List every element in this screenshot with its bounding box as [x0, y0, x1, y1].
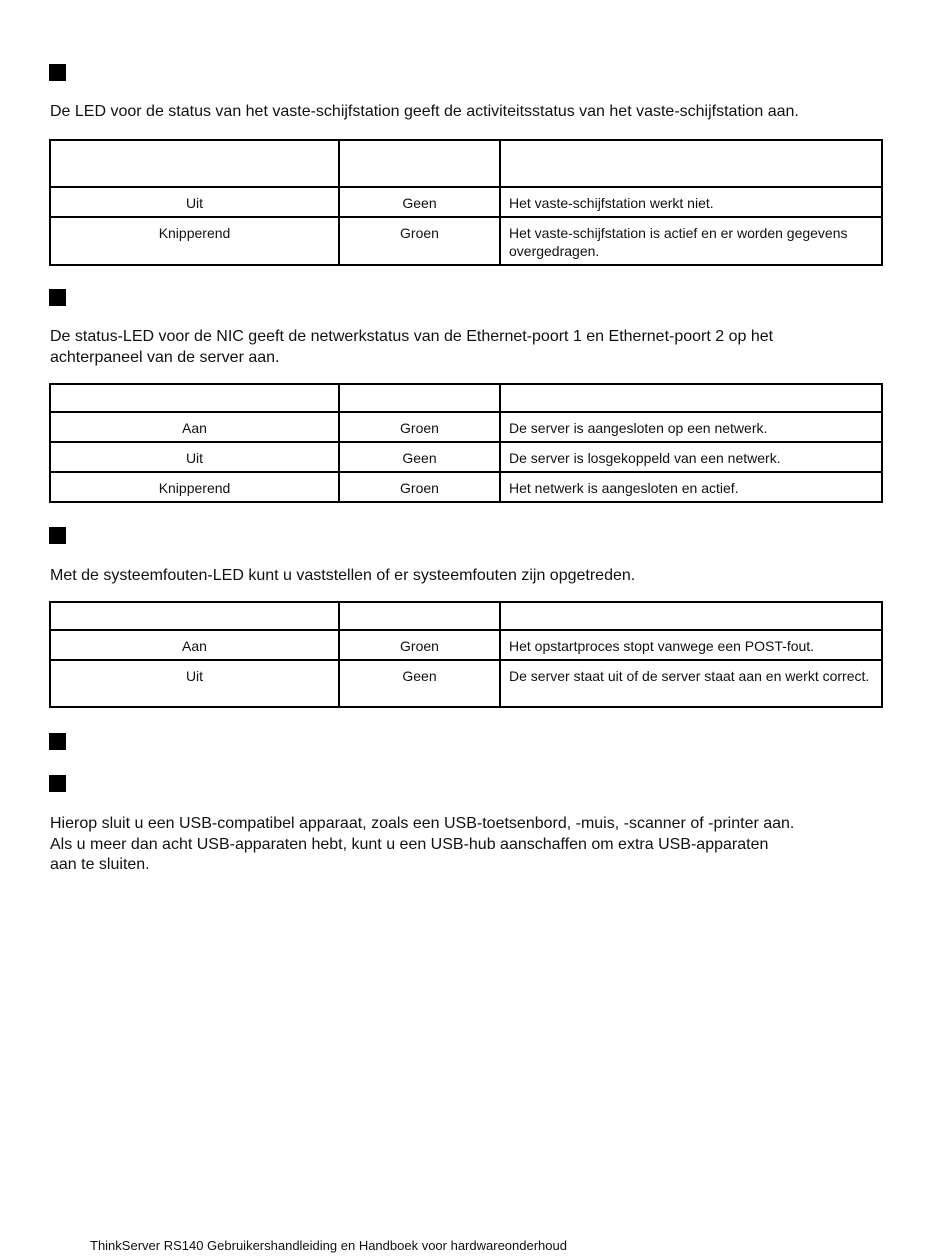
- description-cell: De server is aangesloten op een netwerk.: [500, 412, 882, 442]
- description-cell: De server staat uit of de server staat aan en werkt correct.: [500, 660, 882, 707]
- color-cell: Groen: [339, 472, 500, 502]
- table-row: [50, 217, 882, 265]
- paragraph-line: aan te sluiten.: [50, 856, 150, 873]
- description-cell: Het opstartproces stopt vanwege een POST-fout.: [500, 630, 882, 660]
- status-cell: Aan: [50, 412, 339, 442]
- section-marker: [49, 64, 66, 81]
- paragraph-line: Hierop sluit u een USB-compatibel apparaat, zoals een USB-toetsenbord, -muis, -scanner of -printer aan.: [50, 815, 795, 832]
- paragraph-line: Als u meer dan acht USB-apparaten hebt, kunt u een USB-hub aanschaffen om extra USB-apparaten: [50, 835, 769, 853]
- table-header-row: [50, 384, 882, 412]
- description-cell: Het netwerk is aangesloten en actief.: [500, 472, 882, 502]
- color-cell: Geen: [339, 442, 500, 472]
- status-cell: Uit: [50, 660, 339, 707]
- nic-led-paragraph: [50, 327, 890, 368]
- system-error-led-table: [49, 601, 883, 708]
- usb-connector-paragraph: [50, 814, 890, 876]
- table-header-row: [50, 140, 882, 187]
- table-header-row: [50, 602, 882, 630]
- hdd-led-paragraph: De LED voor de status van het vaste-schijfstation geeft de activiteitsstatus van het vaste-schijfstation aan.: [50, 103, 799, 120]
- description-cell: De server is losgekoppeld van een netwerk.: [500, 442, 882, 472]
- hdd-led-table: [49, 139, 883, 266]
- table-row: [50, 630, 882, 660]
- paragraph-line: achterpaneel van de server aan.: [50, 348, 280, 366]
- status-cell: Knipperend: [50, 217, 339, 265]
- table-row: [50, 472, 882, 502]
- table-row: [50, 442, 882, 472]
- section-marker: [49, 775, 66, 792]
- status-cell: Aan: [50, 630, 339, 660]
- table-row: [50, 412, 882, 442]
- color-cell: Geen: [339, 187, 500, 217]
- description-cell: Het vaste-schijfstation is actief en er worden gegevens overgedragen.: [500, 217, 882, 265]
- status-cell: Uit: [50, 442, 339, 472]
- color-cell: Groen: [339, 630, 500, 660]
- section-marker: [49, 733, 66, 750]
- section-marker: [49, 527, 66, 544]
- color-cell: Groen: [339, 412, 500, 442]
- paragraph-line: De status-LED voor de NIC geeft de netwerkstatus van de Ethernet-poort 1 en Ethernet-poort 2 op het: [50, 328, 774, 345]
- color-cell: Geen: [339, 660, 500, 707]
- table-row: [50, 187, 882, 217]
- color-cell: Groen: [339, 217, 500, 265]
- table-row: [50, 660, 882, 707]
- nic-led-table: [49, 383, 883, 503]
- description-cell: Het vaste-schijfstation werkt niet.: [500, 187, 882, 217]
- section-marker: [49, 289, 66, 306]
- page-footer: ThinkServer RS140 Gebruikershandleiding en Handboek voor hardwareonderhoud: [90, 1238, 567, 1253]
- status-cell: Knipperend: [50, 472, 339, 502]
- system-error-led-paragraph: Met de systeemfouten-LED kunt u vaststellen of er systeemfouten zijn opgetreden.: [50, 567, 636, 584]
- status-cell: Uit: [50, 187, 339, 217]
